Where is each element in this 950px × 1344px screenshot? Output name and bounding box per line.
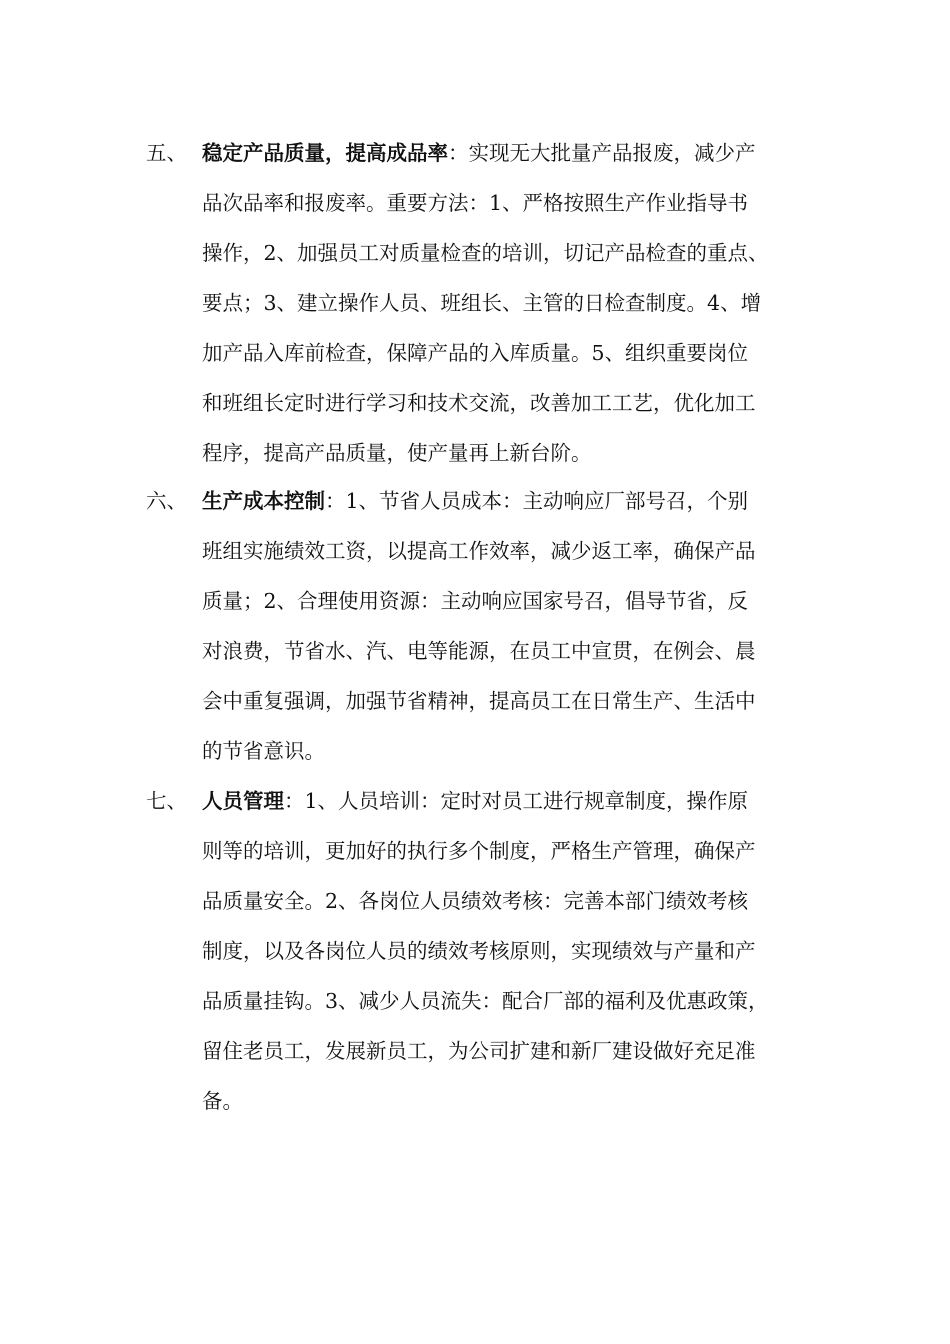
paragraph-line: 留住老员工，发展新员工，为公司扩建和新厂建设做好充足准 <box>202 1039 756 1063</box>
paragraph-line: 品次品率和报废率。重要方法：1、严格按照生产作业指导书 <box>202 191 749 215</box>
paragraph-line: 质量；2、合理使用资源：主动响应国家号召，倡导节省，反 <box>202 589 749 613</box>
paragraph-line: 制度，以及各岗位人员的绩效考核原则，实现绩效与产量和产 <box>202 939 756 963</box>
section-heading: 稳定产品质量，提高成品率 <box>202 141 448 165</box>
line-text: ：实现无大批量产品报废，减少产 <box>448 141 756 165</box>
paragraph-line: 操作，2、加强员工对质量检查的培训，切记产品检查的重点、 <box>202 241 769 265</box>
line-text: ：1、人员培训：定时对员工进行规章制度，操作原 <box>284 789 749 813</box>
section-heading: 人员管理 <box>202 789 284 813</box>
paragraph-line <box>202 476 748 526</box>
section-number: 六、 <box>146 489 187 513</box>
paragraph-line: 加产品入库前检查，保障产品的入库质量。5、组织重要岗位 <box>202 341 749 365</box>
paragraph-line: 的节省意识。 <box>202 739 325 763</box>
section-heading: 生产成本控制 <box>202 489 325 513</box>
paragraph-line <box>202 776 748 826</box>
line-text: ：1、节省人员成本：主动响应厂部号召，个别 <box>325 489 749 513</box>
paragraph-line: 班组实施绩效工资，以提高工作效率，减少返工率，确保产品 <box>202 539 756 563</box>
section-number: 五、 <box>146 141 187 165</box>
paragraph-line: 则等的培训，更加好的执行多个制度，严格生产管理，确保产 <box>202 839 756 863</box>
paragraph-line: 备。 <box>202 1089 243 1113</box>
paragraph-line: 品质量安全。2、各岗位人员绩效考核：完善本部门绩效考核 <box>202 889 749 913</box>
paragraph-line: 要点；3、建立操作人员、班组长、主管的日检查制度。4、增 <box>202 291 762 315</box>
paragraph-line: 对浪费，节省水、汽、电等能源，在员工中宣贯，在例会、晨 <box>202 639 756 663</box>
paragraph-line: 会中重复强调，加强节省精神，提高员工在日常生产、生活中 <box>202 689 756 713</box>
paragraph-line: 程序，提高产品质量，使产量再上新台阶。 <box>202 441 592 465</box>
paragraph-line <box>202 128 756 178</box>
paragraph-line: 品质量挂钩。3、减少人员流失：配合厂部的福利及优惠政策， <box>202 989 769 1013</box>
paragraph-line: 和班组长定时进行学习和技术交流，改善加工工艺，优化加工 <box>202 391 756 415</box>
section-number: 七、 <box>146 789 187 813</box>
